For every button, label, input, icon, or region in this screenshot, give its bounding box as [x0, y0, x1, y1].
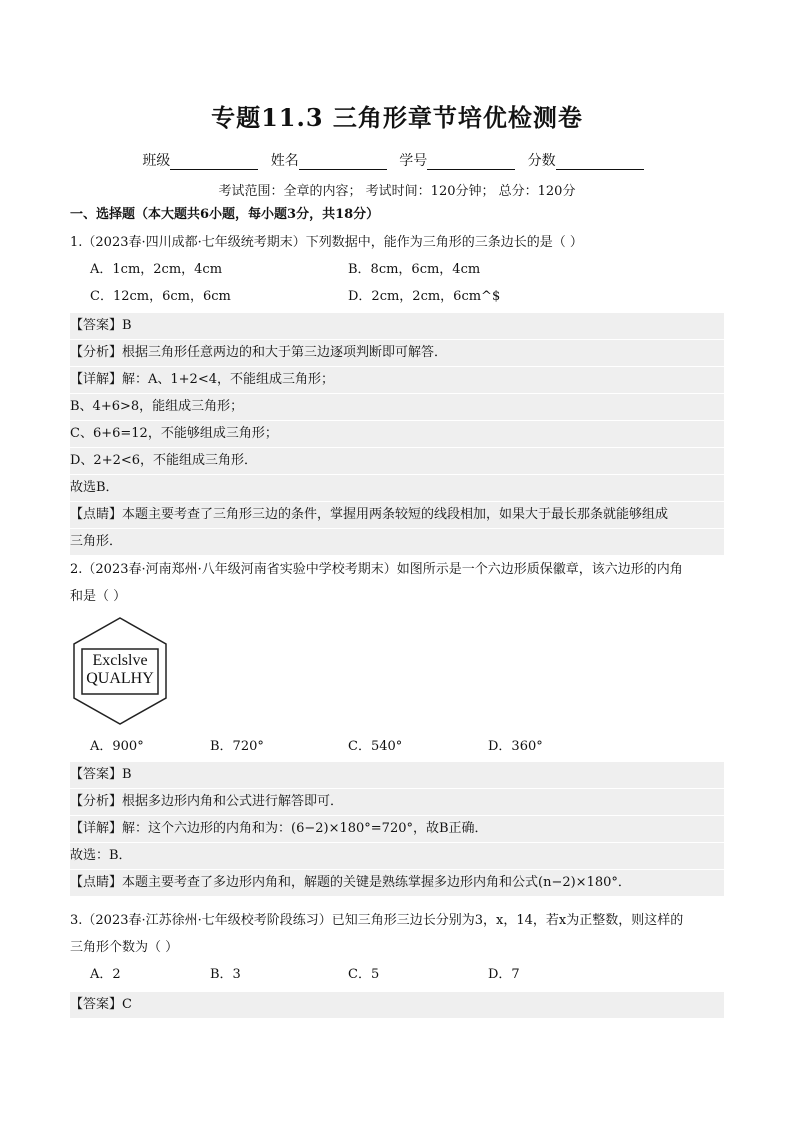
id-label: 学号: [399, 153, 428, 169]
badge-text-line-1: Exclslve: [92, 652, 148, 669]
q3-option-a[interactable]: A．2: [90, 967, 121, 982]
q1-comment-2: 三角形．: [70, 529, 724, 555]
q1-comment-1: 【点睛】本题主要考查了三角形三边的条件，掌握用两条较短的线段相加，如果大于最长那条就能够组成: [70, 502, 724, 528]
student-info-row: [0, 150, 794, 170]
id-blank[interactable]: [427, 155, 515, 170]
q3-option-c[interactable]: C．5: [348, 967, 380, 982]
q2-stem-1: 2.（2023春·河南郑州·八年级河南省实验中学校考期末）如图所示是一个六边形质保徽章，该六边形的内角: [70, 562, 683, 577]
q2-option-c[interactable]: C．540°: [348, 739, 403, 754]
q3-answer: 【答案】C: [70, 992, 724, 1018]
class-label: 班级: [142, 153, 171, 169]
name-label: 姓名: [270, 153, 299, 169]
score-label: 分数: [527, 153, 556, 169]
q1-analysis: 【分析】根据三角形任意两边的和大于第三边逐项判断即可解答．: [70, 340, 724, 366]
q2-conclusion: 故选：B．: [70, 843, 724, 869]
score-blank[interactable]: [556, 155, 644, 170]
q2-detail: 【详解】解：这个六边形的内角和为：(6−2)×180°=720°，故B正确．: [70, 816, 724, 842]
q2-option-d[interactable]: D．360°: [488, 739, 543, 754]
q2-analysis: 【分析】根据多边形内角和公式进行解答即可．: [70, 789, 724, 815]
page-title: 专题11.3 三角形章节培优检测卷: [211, 103, 583, 132]
q2-answer: 【答案】B: [70, 762, 724, 788]
name-blank[interactable]: [299, 155, 387, 170]
q2-option-b[interactable]: B．720°: [210, 739, 264, 754]
q1-detail-3: C、6+6=12，不能够组成三角形；: [70, 421, 724, 447]
q3-option-b[interactable]: B．3: [210, 967, 241, 982]
q1-option-a[interactable]: A．1cm，2cm，4cm: [90, 262, 223, 277]
class-blank[interactable]: [170, 155, 258, 170]
q1-conclusion: 故选B．: [70, 475, 724, 501]
q1-option-c[interactable]: C．12cm，6cm，6cm: [90, 289, 231, 304]
q1-detail-1: 【详解】解：A、1+2<4，不能组成三角形；: [70, 367, 724, 393]
exam-scope: 考试范围：全章的内容； 考试时间：120分钟； 总分：120分: [218, 184, 576, 199]
q1-detail-2: B、4+6>8，能组成三角形；: [70, 394, 724, 420]
badge-text-line-2: QUALHY: [86, 670, 154, 687]
q1-option-b[interactable]: B．8cm，6cm，4cm: [348, 262, 481, 277]
q3-stem-2: 三角形个数为（ ）: [70, 940, 179, 955]
q1-stem: 1.（2023春·四川成都·七年级统考期末）下列数据中，能作为三角形的三条边长的是（ ）: [70, 235, 583, 250]
q2-comment: 【点睛】本题主要考查了多边形内角和，解题的关键是熟练掌握多边形内角和公式(n−2)×180°．: [70, 870, 724, 896]
q2-option-a[interactable]: A．900°: [90, 739, 144, 754]
q1-detail-4: D、2+2<6，不能组成三角形．: [70, 448, 724, 474]
q3-stem-1: 3.（2023春·江苏徐州·七年级校考阶段练习）已知三角形三边长分别为3，x，14，若x为正整数，则这样的: [70, 913, 684, 928]
q1-answer: 【答案】B: [70, 313, 724, 339]
q3-option-d[interactable]: D．7: [488, 967, 520, 982]
section-heading: 一、选择题（本大题共6小题，每小题3分，共18分）: [70, 207, 380, 222]
q2-stem-2: 和是（ ）: [70, 589, 127, 604]
q1-option-d[interactable]: D．2cm，2cm，6cm^$: [348, 289, 501, 304]
